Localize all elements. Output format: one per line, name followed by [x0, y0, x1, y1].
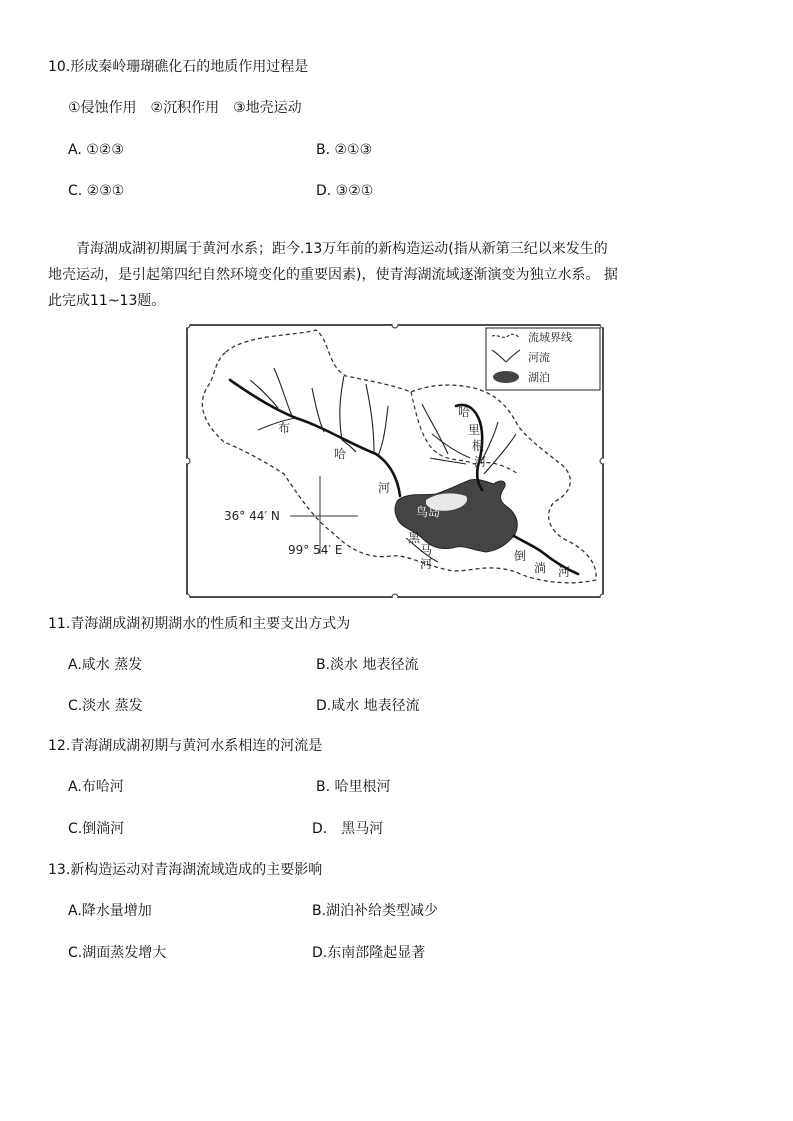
- label-hali-1: 哈: [458, 405, 471, 419]
- label-bird-island: 鸟岛: [416, 505, 441, 519]
- question-11-stem: 11.青海湖成湖初期湖水的性质和主要支出方式为: [48, 616, 351, 632]
- label-heima-2: 马: [420, 543, 433, 557]
- question-10-items: ①侵蚀作用 ②沉积作用 ③地壳运动: [68, 100, 302, 116]
- label-daotang-1: 倒: [514, 549, 527, 563]
- label-hali-3: 根: [472, 439, 485, 453]
- question-11-option-c[interactable]: C.淡水 蒸发: [68, 698, 143, 714]
- question-10-option-a[interactable]: A. ①②③: [68, 142, 124, 158]
- passage-line-3: 此完成11~13题。: [48, 293, 166, 309]
- label-heima-1: 黑: [408, 531, 421, 545]
- legend-lake-label: 湖泊: [528, 371, 550, 384]
- question-13-option-c[interactable]: C.湖面蒸发增大: [68, 945, 167, 961]
- question-13-stem: 13.新构造运动对青海湖流域造成的主要影响: [48, 862, 323, 878]
- legend-boundary-label: 流域界线: [528, 331, 572, 344]
- label-hali-2: 里: [468, 423, 481, 437]
- question-10-stem: 10.形成秦岭珊瑚礁化石的地质作用过程是: [48, 59, 309, 75]
- question-10-option-c[interactable]: C. ②③①: [68, 183, 125, 199]
- question-11-option-a[interactable]: A.咸水 蒸发: [68, 657, 143, 673]
- label-latitude: 36° 44′ N: [224, 509, 280, 523]
- passage-line-1: 青海湖成湖初期属于黄河水系；距今.13万年前的新构造运动(指从新第三纪以来发生的: [76, 241, 608, 257]
- legend-lake-symbol: [493, 371, 519, 383]
- label-buha-2: 哈: [334, 447, 347, 461]
- passage: [48, 236, 668, 314]
- label-buha-3: 河: [378, 481, 391, 495]
- question-13-option-d[interactable]: D.东南部隆起显著: [312, 945, 426, 961]
- question-13-option-a[interactable]: A.降水量增加: [68, 903, 152, 919]
- legend: [486, 328, 600, 390]
- question-12-option-c[interactable]: C.倒淌河: [68, 821, 125, 837]
- question-12-option-a[interactable]: A.布哈河: [68, 779, 124, 795]
- question-12-stem: 12.青海湖成湖初期与黄河水系相连的河流是: [48, 738, 323, 754]
- qinghai-lake-basin-map: [186, 324, 604, 598]
- question-12-option-b[interactable]: B. 哈里根河: [316, 779, 391, 795]
- label-daotang-2: 淌: [534, 561, 547, 575]
- label-hali-4: 河: [474, 455, 487, 469]
- label-daotang-3: 河: [558, 565, 571, 579]
- label-buha-1: 布: [278, 421, 291, 435]
- passage-line-2: 地壳运动，是引起第四纪自然环境变化的重要因素)，使青海湖流域逐渐演变为独立水系。 据: [48, 267, 618, 283]
- question-11-option-b[interactable]: B.淡水 地表径流: [316, 657, 419, 673]
- question-12-option-d[interactable]: D. 黑马河: [312, 821, 384, 837]
- question-13-option-b[interactable]: B.湖泊补给类型减少: [312, 903, 439, 919]
- label-longitude: 99° 54′ E: [288, 543, 343, 557]
- question-10-option-b[interactable]: B. ②①③: [316, 142, 373, 158]
- question-11-option-d[interactable]: D.咸水 地表径流: [316, 698, 420, 714]
- question-10-option-d[interactable]: D. ③②①: [316, 183, 374, 199]
- legend-river-label: 河流: [528, 351, 550, 364]
- label-heima-3: 河: [420, 557, 433, 571]
